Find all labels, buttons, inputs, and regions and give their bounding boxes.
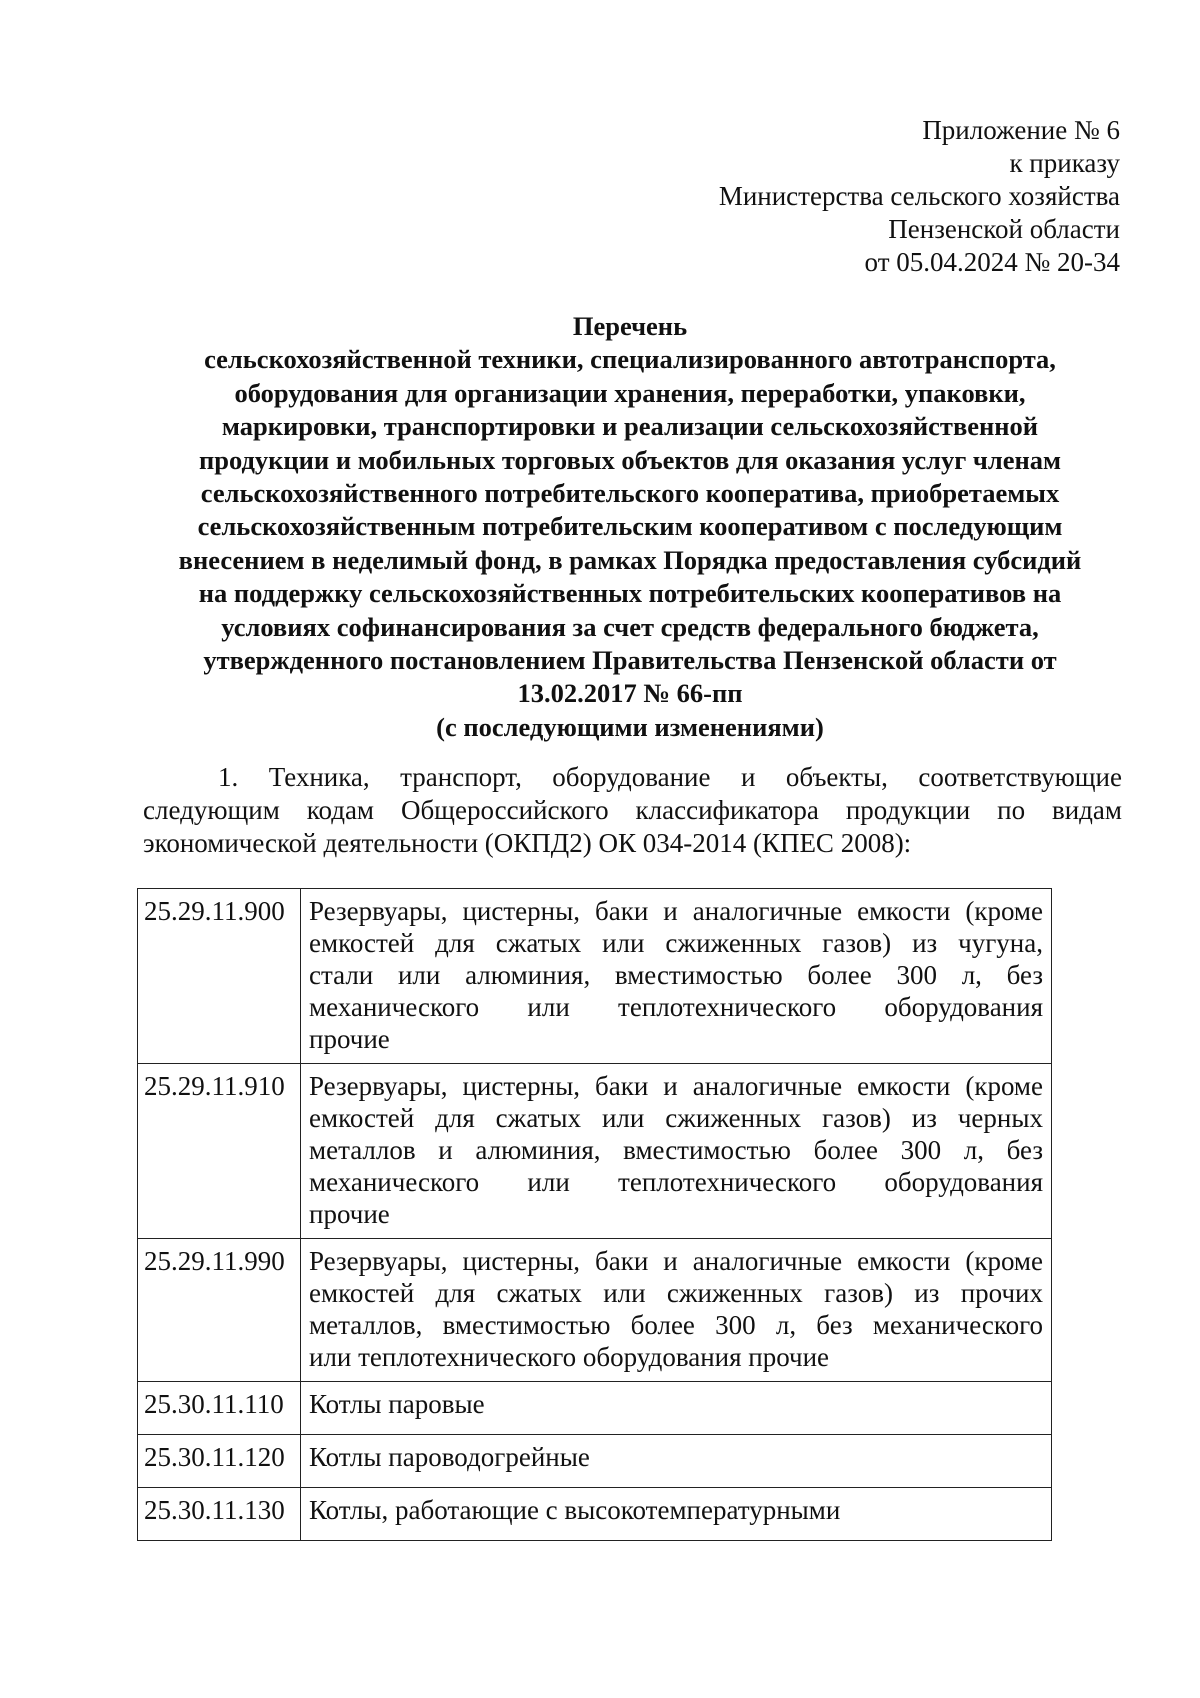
title-line: Перечень [572,311,688,341]
title-line: (с последующими изменениями) [436,711,824,742]
description-line: емкостей для сжатых или сжиженных газов) из чугуна, [309,928,1043,958]
title-line: 13.02.2017 № 66-пп [517,678,743,709]
description-cell [301,1382,1052,1435]
code-cell: 25.30.11.120 [138,1435,301,1488]
intro-paragraph [143,761,1122,860]
title-line: сельскохозяйственным потребительским кооперативом с последующим [197,511,1063,542]
intro-line: 1. Техника, транспорт, оборудование и объекты, соответствующие [218,762,1122,792]
appendix-line: Пензенской области [888,214,1120,244]
title-line: маркировки, транспортировки и реализации сельскохозяйственной [221,411,1039,442]
intro-line: экономической деятельности (ОКПД2) ОК 034-2014 (КПЕС 2008): [143,828,912,858]
code-cell: 25.30.11.110 [138,1382,301,1435]
description-line: механического или теплотехнического оборудования [309,992,1043,1022]
description-line: металлов и алюминия, вместимостью более 300 л, без [309,1135,1043,1165]
description-cell [301,1488,1052,1541]
description-line: металлов, вместимостью более 300 л, без механического [309,1310,1043,1340]
description-line: Котлы паровые [309,1389,485,1419]
description-line: или теплотехнического оборудования прочие [309,1342,830,1372]
table-row [138,1239,1052,1382]
table-row [138,1382,1052,1435]
title-line: внесением в неделимый фонд, в рамках Порядка предоставления субсидий [178,544,1082,575]
appendix-line: к приказу [1009,148,1120,178]
title-line: условиях софинансирования за счет средств федерального бюджета, [221,611,1039,642]
description-line: емкостей для сжатых или сжиженных газов) из прочих [309,1278,1043,1308]
title-line: утвержденного постановлением Правительства Пензенской области от [203,645,1057,676]
appendix-line: Министерства сельского хозяйства [718,181,1120,211]
description-line: емкостей для сжатых или сжиженных газов) из черных [309,1103,1043,1133]
title-line: на поддержку сельскохозяйственных потребительских кооперативов на [198,578,1062,609]
title-line: продукции и мобильных торговых объектов для оказания услуг членам [198,444,1062,475]
code-cell: 25.29.11.990 [138,1239,301,1382]
table-row [138,1488,1052,1541]
title-line: сельскохозяйственного потребительского кооператива, приобретаемых [200,478,1060,509]
description-line: Резервуары, цистерны, баки и аналогичные емкости (кроме [309,1246,1043,1276]
description-line: Резервуары, цистерны, баки и аналогичные емкости (кроме [309,896,1043,926]
description-cell [301,889,1052,1064]
description-line: Котлы пароводогрейные [309,1442,590,1472]
description-cell [301,1435,1052,1488]
table-row [138,1064,1052,1239]
description-line: стали или алюминия, вместимостью более 300 л, без [309,960,1043,990]
appendix-line: от 05.04.2024 № 20-34 [864,247,1120,277]
code-cell: 25.30.11.130 [138,1488,301,1541]
description-line: прочие [309,1199,390,1229]
appendix-line: Приложение № 6 [922,115,1120,145]
table-row [138,889,1052,1064]
description-line: прочие [309,1024,390,1054]
intro-line: следующим кодам Общероссийского классификатора продукции по видам [143,795,1122,825]
description-cell [301,1239,1052,1382]
description-cell [301,1064,1052,1239]
description-line: механического или теплотехнического оборудования [309,1167,1043,1197]
appendix-header [719,114,1120,279]
code-cell: 25.29.11.910 [138,1064,301,1239]
description-line: Резервуары, цистерны, баки и аналогичные емкости (кроме [309,1071,1043,1101]
code-cell: 25.29.11.900 [138,889,301,1064]
description-line: Котлы, работающие с высокотемпературными [309,1495,841,1525]
title-line: оборудования для организации хранения, переработки, упаковки, [234,377,1026,408]
table-row [138,1435,1052,1488]
document-title [135,310,1125,744]
title-line: сельскохозяйственной техники, специализированного автотранспорта, [204,344,1056,375]
okpd2-codes-table [137,888,1052,1541]
